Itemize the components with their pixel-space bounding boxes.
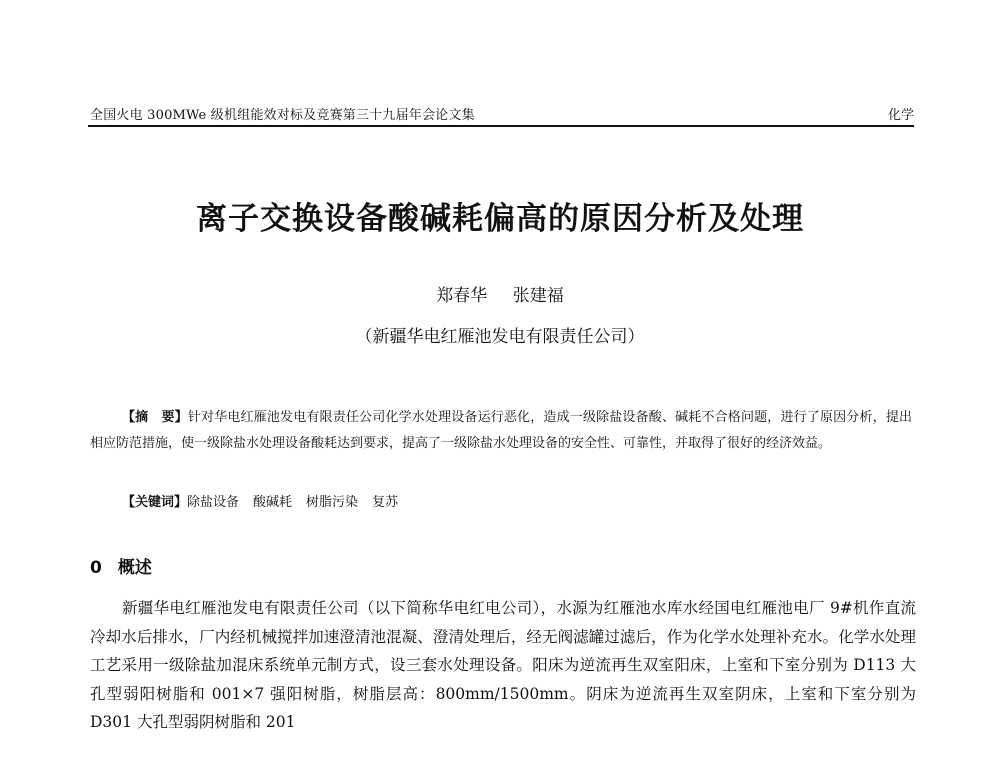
section-title: 概述	[117, 558, 152, 578]
paper-title: 离子交换设备酸碱耗偏高的原因分析及处理	[196, 201, 804, 237]
affiliation: （新疆华电红雁池发电有限责任公司）	[355, 327, 645, 347]
section-number: 0	[90, 558, 102, 578]
abstract	[90, 405, 912, 457]
keyword: 复苏	[372, 495, 399, 510]
keyword: 树脂污染	[306, 495, 359, 510]
keywords	[90, 490, 912, 516]
abstract-text: 针对华电红雁池发电有限责任公司化学水处理设备运行恶化，造成一级除盐设备酸、碱耗不合格问题，进行了原因分析，提出相应防范措施，使一级除盐水处理设备酸耗达到要求，提高了一级除盐水处理设备的安全性、可靠性，并取得了很好的经济效益。	[90, 410, 912, 451]
body-paragraph: 新疆华电红雁池发电有限责任公司（以下简称华电红电公司），水源为红雁池水库水经国电红雁池电厂 9#机作直流冷却水后排水，厂内经机械搅拌加速澄清池混凝、澄清处理后，经无阀滤罐过滤后，作为化学水处理补充水。化学水处理工艺采用一级除盐加混床系统单元制方式，设三套水处理设备。阳床为逆流再生双室阳床，上室和下室分别为 D113 大孔型弱阳树脂和 001×7 强阳树脂，树脂层高：800mm/1500mm。阴床为逆流再生双室阴床，上室和下室分别为 D301 大孔型弱阴树脂和 201	[90, 599, 916, 731]
keywords-label: 【关键词】	[122, 495, 188, 510]
proceedings-header: 全国火电 300MWe 级机组能效对标及竞赛第三十九届年会论文集	[90, 108, 475, 123]
abstract-label: 【摘 要】	[122, 410, 188, 425]
author-2: 张建福	[512, 286, 564, 306]
keyword: 酸碱耗	[253, 495, 293, 510]
authors	[0, 281, 1000, 306]
author-1: 郑春华	[436, 286, 488, 306]
section-heading	[90, 553, 152, 578]
section-label: 化学	[887, 108, 914, 123]
keyword: 除盐设备	[187, 495, 240, 510]
header-rule	[88, 125, 914, 127]
